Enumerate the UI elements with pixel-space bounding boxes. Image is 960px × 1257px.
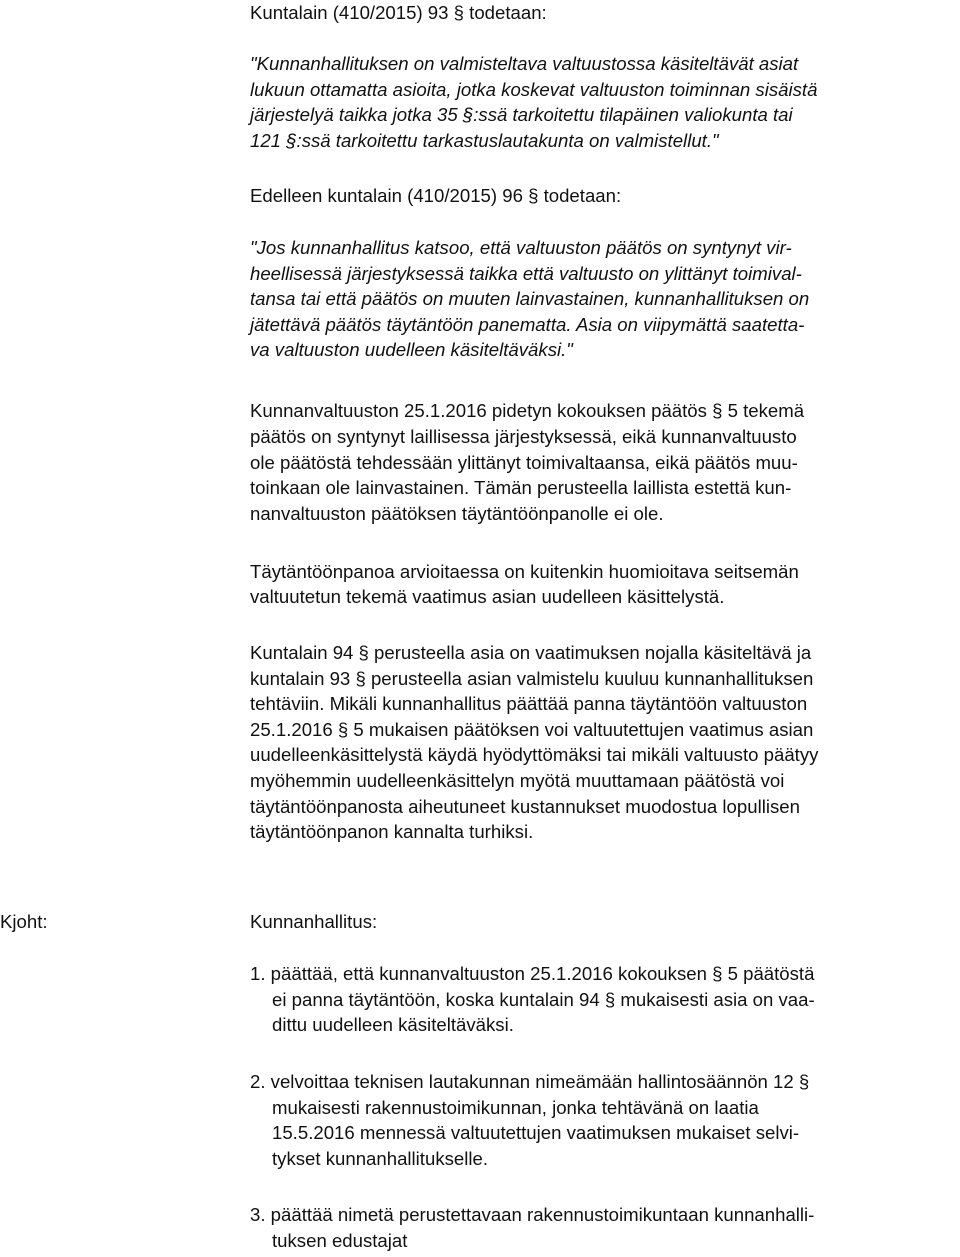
- para3-line-4: 25.1.2016 § 5 mukaisen päätöksen voi valtuutettujen vaatimus asian: [250, 719, 814, 740]
- proposal-item-2-line-3: 15.5.2016 mennessä valtuutettujen vaatimuksen mukaiset selvi-: [272, 1122, 800, 1143]
- proposal-label: Kjoht:: [0, 911, 48, 932]
- proposal-item-2-line-4: tykset kunnanhallitukselle.: [272, 1148, 489, 1169]
- quote2-line-5: va valtuuston uudelleen käsiteltäväksi.": [250, 339, 573, 360]
- para3-line-2: kuntalain 93 § perusteella asian valmistelu kuuluu kunnanhallituksen: [250, 668, 814, 689]
- quote2-line-1: "Jos kunnanhallitus katsoo, että valtuuston päätös on syntynyt vir-: [250, 237, 792, 258]
- quote1-line-1: "Kunnanhallituksen on valmisteltava valtuustossa käsiteltävät asiat: [250, 53, 799, 74]
- quote2-line-3: tansa tai että päätös on muuten lainvastainen, kunnanhallituksen on: [250, 288, 810, 309]
- quote2-line-2: heellisessä järjestyksessä taikka että valtuusto on ylittänyt toimival-: [250, 263, 802, 284]
- para3-line-8: täytäntöönpanon kannalta turhiksi.: [250, 821, 534, 842]
- proposal-item-1-line-1: 1. päättää, että kunnanvaltuuston 25.1.2016 kokouksen § 5 päätöstä: [250, 963, 815, 984]
- proposal-item-1-line-3: dittu uudelleen käsiteltäväksi.: [272, 1014, 514, 1035]
- proposal-heading: Kunnanhallitus:: [250, 911, 378, 932]
- quote1-line-3: järjestelyä taikka jotka 35 §:ssä tarkoitettu tilapäinen valiokunta tai: [250, 104, 793, 125]
- para3-line-6: myöhemmin uudelleenkäsittelyn myötä muuttamaan päätöstä voi: [250, 770, 785, 791]
- para3-line-1: Kuntalain 94 § perusteella asia on vaatimuksen nojalla käsiteltävä ja: [250, 642, 812, 663]
- proposal-item-2-line-1: 2. velvoittaa teknisen lautakunnan nimeämään hallintosäännön 12 §: [250, 1071, 810, 1092]
- para3-line-5: uudelleenkäsittelystä käydä hyödyttömäksi tai mikäli valtuusto päätyy: [250, 744, 819, 765]
- para1-line-2: päätös on syntynyt laillisessa järjestyksessä, eikä kunnanvaltuusto: [250, 426, 797, 447]
- quote2-line-4: jätettävä päätös täytäntöön panematta. Asia on viipymättä saatetta-: [250, 314, 805, 335]
- para3-line-3: tehtäviin. Mikäli kunnanhallitus päättää panna täytäntöön valtuuston: [250, 693, 808, 714]
- intro2-line: Edelleen kuntalain (410/2015) 96 § todetaan:: [250, 185, 622, 206]
- proposal-item-3-line-1: 3. päättää nimetä perustettavaan rakennustoimikuntaan kunnanhalli-: [250, 1204, 815, 1225]
- para3-line-7: täytäntöönpanosta aiheutuneet kustannukset muodostua lopullisen: [250, 796, 800, 817]
- proposal-item-3-line-2: tuksen edustajat: [272, 1230, 408, 1251]
- intro-line: Kuntalain (410/2015) 93 § todetaan:: [250, 2, 547, 23]
- para2-line-2: valtuutetun tekemä vaatimus asian uudelleen käsittelystä.: [250, 586, 725, 607]
- proposal-item-1-line-2: ei panna täytäntöön, koska kuntalain 94 § mukaisesti asia on vaa-: [272, 989, 815, 1010]
- para1-line-5: nanvaltuuston päätöksen täytäntöönpanolle ei ole.: [250, 503, 664, 524]
- para2-line-1: Täytäntöönpanoa arvioitaessa on kuitenkin huomioitava seitsemän: [250, 561, 799, 582]
- para1-line-3: ole päätöstä tehdessään ylittänyt toimivaltaansa, eikä päätös muu-: [250, 452, 798, 473]
- quote1-line-2: lukuun ottamatta asioita, jotka koskevat valtuuston toiminnan sisäistä: [250, 79, 818, 100]
- para1-line-4: toinkaan ole lainvastainen. Tämän perusteella laillista estettä kun-: [250, 477, 792, 498]
- quote1-line-4: 121 §:ssä tarkoitettu tarkastuslautakunta on valmistellut.": [250, 130, 719, 151]
- para1-line-1: Kunnanvaltuuston 25.1.2016 pidetyn kokouksen päätös § 5 tekemä: [250, 400, 805, 421]
- proposal-item-2-line-2: mukaisesti rakennustoimikunnan, jonka tehtävänä on laatia: [272, 1097, 759, 1118]
